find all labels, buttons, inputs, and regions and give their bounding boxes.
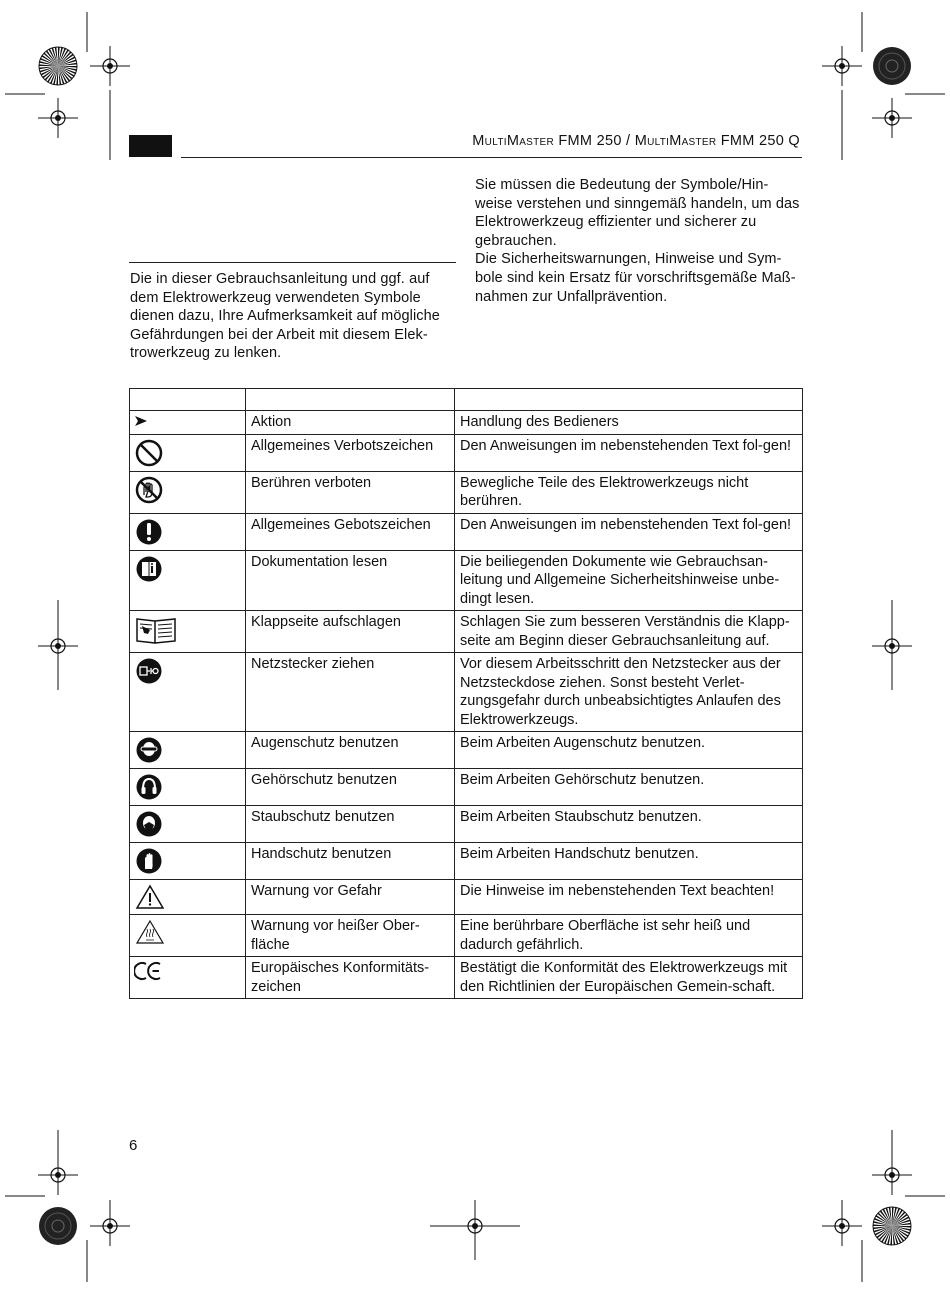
symbol-cell	[130, 769, 246, 806]
symbol-cell	[130, 471, 246, 513]
table-cell-name: Aktion	[246, 411, 455, 435]
header-rule	[181, 157, 802, 158]
symbol-cell	[130, 880, 246, 915]
table-cell-meaning: Handlung des Bedieners	[455, 411, 803, 435]
header-black-tab	[129, 135, 172, 157]
table-row	[130, 957, 803, 999]
header-title-part: Master	[506, 133, 555, 149]
intro-left-paragraph: Die in dieser Gebrauchsanleitung und ggf. auf dem Elektrowerkzeug verwendeten Symbole dienen dazu, Ihre Aufmerksamkeit auf mögliche Gefährdungen bei der Arbeit mit diesem Elek-trowerkzeug zu lenken.	[130, 271, 440, 362]
table-cell-name: Gehörschutz benutzen	[246, 769, 455, 806]
table-cell-name: Warnung vor heißer Ober-fläche	[246, 915, 455, 957]
registration-dot	[107, 63, 113, 69]
table-cell-meaning: Bestätigt die Konformität des Elektrowerkzeugs mit den Richtlinien der Europäischen Gemein-schaft.	[455, 957, 803, 999]
symbol-cell	[130, 513, 246, 550]
table-cell-name: Allgemeines Verbotszeichen	[246, 434, 455, 471]
registration-dot	[55, 1172, 61, 1178]
header-title	[472, 133, 800, 149]
registration-dot	[839, 1223, 845, 1229]
table-cell-name: Staubschutz benutzen	[246, 806, 455, 843]
symbol-cell	[130, 611, 246, 653]
table-cell-meaning: Beim Arbeiten Staubschutz benutzen.	[455, 806, 803, 843]
symbol-cell	[130, 411, 246, 435]
table-cell-name: Dokumentation lesen	[246, 550, 455, 611]
table-row	[130, 915, 803, 957]
table-cell-meaning: Den Anweisungen im nebenstehenden Text fol-gen!	[455, 434, 803, 471]
symbol-cell	[130, 653, 246, 732]
symbols-table	[129, 388, 803, 999]
warning-triangle-icon	[134, 883, 166, 911]
symbol-cell	[130, 915, 246, 957]
symbol-cell	[130, 843, 246, 880]
table-row	[130, 611, 803, 653]
symbol-cell	[130, 957, 246, 999]
hearing-protection-icon	[134, 772, 164, 802]
table-header-cell-meaning	[455, 389, 803, 411]
registration-dot	[839, 63, 845, 69]
mandatory-icon	[134, 517, 164, 547]
table-header-row	[130, 389, 803, 411]
registration-dot	[889, 1172, 895, 1178]
table-row	[130, 653, 803, 732]
symbol-cell	[130, 806, 246, 843]
eye-protection-icon	[134, 735, 164, 765]
left-column-rule	[129, 262, 456, 263]
registration-dot	[107, 1223, 113, 1229]
registration-dot	[55, 115, 61, 121]
table-row	[130, 471, 803, 513]
ce-mark-icon	[134, 960, 164, 982]
intro-right-paragraph-2: Die Sicherheitswarnungen, Hinweise und Sym-bole sind kein Ersatz für vorschriftsgemäße Maß-nahmen zur Unfallprävention.	[475, 251, 796, 305]
dust-mask-icon	[134, 809, 164, 839]
registration-dot	[889, 115, 895, 121]
symbol-cell	[130, 732, 246, 769]
intro-right-paragraph-1: Sie müssen die Bedeutung der Symbole/Hin-weise verstehen und sinngemäß handeln, um das Elektrowerkzeug effizienter und sicherer zu gebrauchen.	[475, 177, 800, 249]
header-title-part: Master	[669, 133, 717, 149]
intro-right-column	[475, 176, 805, 306]
table-header-cell-name	[246, 389, 455, 411]
table-cell-meaning: Den Anweisungen im nebenstehenden Text fol-gen!	[455, 513, 803, 550]
read-manual-icon	[134, 554, 164, 584]
table-cell-meaning: Die beiliegenden Dokumente wie Gebrauchsan-leitung und Allgemeine Sicherheitshinweise unbe-dingt lesen.	[455, 550, 803, 611]
table-cell-name: Allgemeines Gebotszeichen	[246, 513, 455, 550]
table-cell-meaning: Beim Arbeiten Gehörschutz benutzen.	[455, 769, 803, 806]
header-title-part: FMM 250 Q	[716, 133, 800, 149]
table-cell-name: Augenschutz benutzen	[246, 732, 455, 769]
header-title-part: FMM 250 /	[554, 133, 635, 149]
table-cell-meaning: Vor diesem Arbeitsschritt den Netzstecker aus der Netzsteckdose ziehen. Sonst besteht Verlet-zungsgefahr durch unbeabsichtigtes Anlaufen des Elektrowerkzeugs.	[455, 653, 803, 732]
fold-out-page-icon	[134, 614, 180, 646]
table-row	[130, 806, 803, 843]
table-cell-meaning: Beim Arbeiten Handschutz benutzen.	[455, 843, 803, 880]
no-touch-icon	[134, 475, 164, 505]
unplug-icon	[134, 656, 164, 686]
table-cell-name: Berühren verboten	[246, 471, 455, 513]
table-header-cell-symbol	[130, 389, 246, 411]
prohibition-icon	[134, 438, 164, 468]
page-number: 6	[129, 1137, 138, 1154]
arrow-icon	[134, 414, 148, 428]
table-cell-meaning: Beim Arbeiten Augenschutz benutzen.	[455, 732, 803, 769]
table-cell-name: Klappseite aufschlagen	[246, 611, 455, 653]
table-row	[130, 513, 803, 550]
table-cell-name: Warnung vor Gefahr	[246, 880, 455, 915]
header-title-part: Multi	[472, 133, 507, 149]
gloves-icon	[134, 846, 164, 876]
table-row	[130, 550, 803, 611]
table-cell-name: Handschutz benutzen	[246, 843, 455, 880]
table-cell-meaning: Bewegliche Teile des Elektrowerkzeugs nicht berühren.	[455, 471, 803, 513]
table-cell-meaning: Schlagen Sie zum besseren Verständnis die Klapp-seite am Beginn dieser Gebrauchsanleitung auf.	[455, 611, 803, 653]
table-cell-meaning: Die Hinweise im nebenstehenden Text beachten!	[455, 880, 803, 915]
table-row	[130, 434, 803, 471]
hot-surface-icon	[134, 918, 166, 946]
symbol-cell	[130, 434, 246, 471]
table-row	[130, 843, 803, 880]
table-cell-name: Europäisches Konformitäts-zeichen	[246, 957, 455, 999]
table-row	[130, 880, 803, 915]
table-row	[130, 769, 803, 806]
header-title-part: Multi	[634, 133, 670, 149]
table-cell-meaning: Eine berührbare Oberfläche ist sehr heiß und dadurch gefährlich.	[455, 915, 803, 957]
table-row	[130, 732, 803, 769]
symbol-cell	[130, 550, 246, 611]
table-row	[130, 411, 803, 435]
table-cell-name: Netzstecker ziehen	[246, 653, 455, 732]
